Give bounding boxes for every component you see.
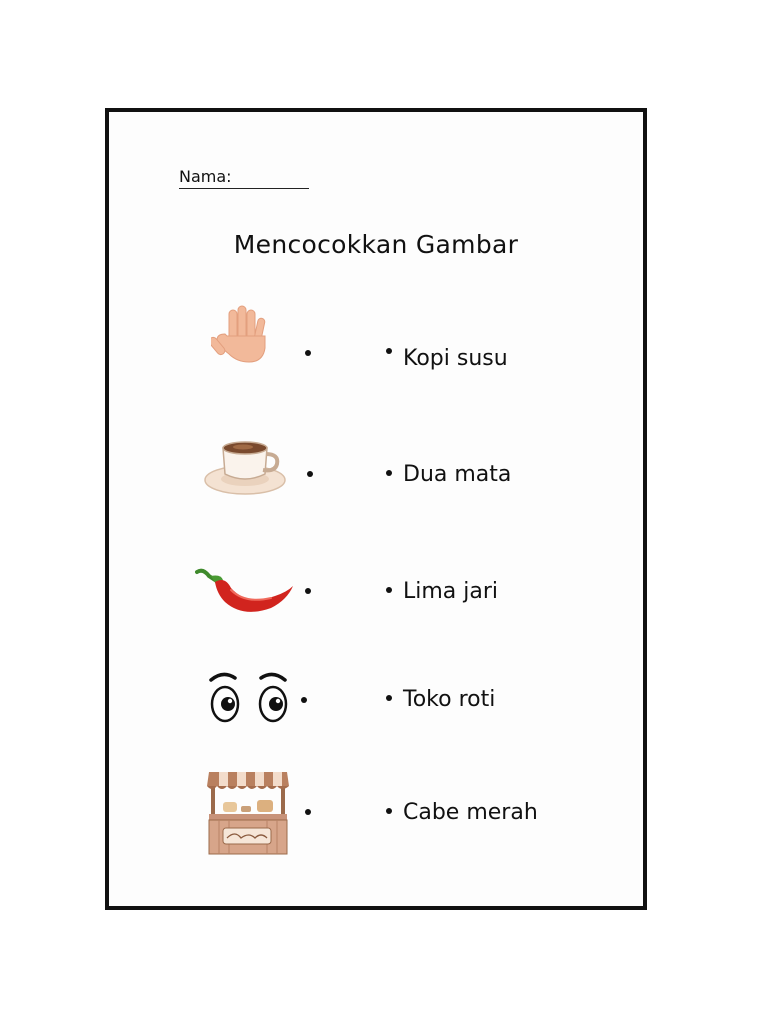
word-dot-3 [386,587,392,593]
name-field[interactable] [179,167,309,189]
picture-dot-5[interactable] [305,809,311,815]
chili-pepper-icon [195,566,295,616]
picture-dot-4[interactable] [301,697,307,703]
picture-dot-3[interactable] [305,588,311,594]
eyes-icon [207,670,291,726]
word-item-4[interactable]: Toko roti [386,687,495,713]
word-item-3[interactable]: Lima jari [386,579,498,605]
word-item-5[interactable]: Cabe merah [386,800,538,826]
word-item-2[interactable]: Dua mata [386,462,511,488]
hand-icon [211,304,275,368]
bread-shop-icon [205,768,291,858]
word-dot-4 [386,695,392,701]
picture-dot-2[interactable] [307,471,313,477]
name-label: Nama: [179,167,232,186]
word-item-1[interactable]: Kopi susu [386,346,508,372]
word-dot-2 [386,470,392,476]
word-dot-5 [386,808,392,814]
coffee-cup-icon [203,434,287,498]
picture-dot-1[interactable] [305,350,311,356]
word-dot-1 [386,348,392,354]
worksheet-title: Mencocokkan Gambar [233,230,519,259]
worksheet-page [105,108,647,910]
